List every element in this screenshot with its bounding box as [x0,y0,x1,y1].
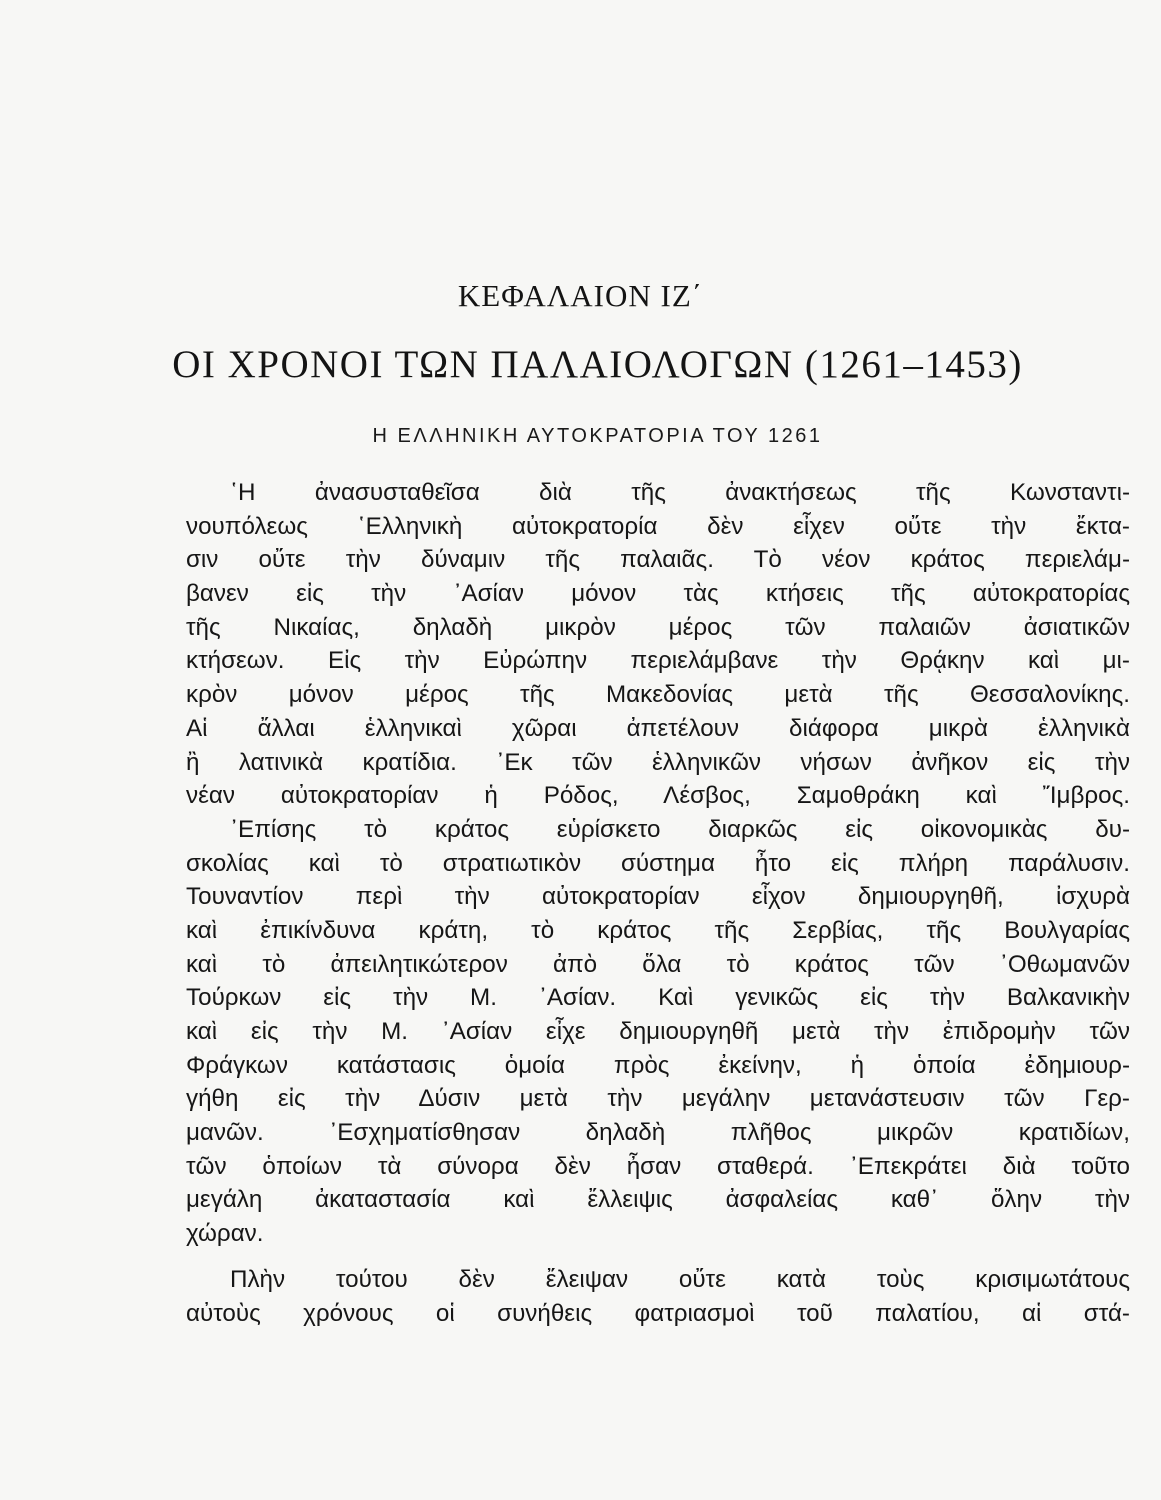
text-line: Τούρκων εἰς τὴν Μ. ᾿Ασίαν. Καὶ γενικῶς εἰς τὴν Βαλκανικὴν [186,984,1130,1012]
section-heading: Η ΕΛΛΗΝΙΚΗ ΑΥΤΟΚΡΑΤΟΡΙΑ ΤΟΥ 1261 [372,425,823,447]
text-line: Αἱ ἄλλαι ἑλληνικαὶ χῶραι ἀπετέλουν διάφορα μικρὰ ἑλληνικὰ [186,714,1130,742]
text-line: τῆς Νικαίας, δηλαδὴ μικρὸν μέρος τῶν παλαιῶν ἀσιατικῶν [186,613,1130,641]
chapter-label: ΚΕΦΑΛΑΙΟΝ ΙΖ΄ [457,278,704,313]
text-line: κρὸν μόνον μέρος τῆς Μακεδονίας μετὰ τῆς Θεσσαλονίκης. [186,681,1130,709]
text-line: βανεν εἰς τὴν ᾿Ασίαν μόνον τὰς κτήσεις τῆς αὐτοκρατορίας [186,580,1130,608]
text-line: χώραν. [186,1220,264,1248]
text-line: Πλὴν τούτου δὲν ἔλειψαν οὔτε κατὰ τοὺς κρισιμωτάτους [230,1265,1130,1293]
body-text [186,476,1130,1330]
text-line: σιν οὔτε τὴν δύναμιν τῆς παλαιᾶς. Τὸ νέον κράτος περιελάμ- [186,546,1130,574]
text-line: Φράγκων κατάστασις ὁμοία πρὸς ἐκείνην, ἡ ὁποία ἐδημιουρ- [186,1051,1130,1079]
text-line: νέαν αὐτοκρατορίαν ἡ Ρόδος, Λέσβος, Σαμοθράκη καὶ Ἴμβρος. [186,782,1130,810]
text-line: νουπόλεως ῾Ελληνικὴ αὐτοκρατορία δὲν εἶχεν οὔτε τὴν ἔκτα- [186,512,1130,540]
text-line: μεγάλη ἀκαταστασία καὶ ἔλλειψις ἀσφαλείας καθ᾿ ὅλην τὴν [186,1186,1130,1214]
text-line: ῾Η ἀνασυσταθεῖσα διὰ τῆς ἀνακτήσεως τῆς Κωνσταντι- [230,479,1130,506]
text-line: καὶ ἐπικίνδυνα κράτη, τὸ κράτος τῆς Σερβίας, τῆς Βουλγαρίας [186,916,1130,944]
text-line: σκολίας καὶ τὸ στρατιωτικὸν σύστημα ἦτο εἰς πλήρη παράλυσιν. [186,849,1130,877]
chapter-title: ΟΙ ΧΡΟΝΟΙ ΤΩΝ ΠΑΛΑΙΟΛΟΓΩΝ (1261–1453) [172,343,1023,386]
text-line: γήθη εἰς τὴν Δύσιν μετὰ τὴν μεγάλην μετανάστευσιν τῶν Γερ- [186,1085,1130,1113]
text-line: κτήσεων. Εἰς τὴν Εὐρώπην περιελάμβανε τὴν Θρᾴκην καὶ μι- [186,647,1130,675]
text-line: ᾿Επίσης τὸ κράτος εὑρίσκετο διαρκῶς εἰς οἰκονομικὰς δυ- [230,815,1130,843]
text-line: καὶ εἰς τὴν Μ. ᾿Ασίαν εἶχε δημιουργηθῆ μετὰ τὴν ἐπιδρομὴν τῶν [186,1018,1130,1045]
paragraph-gap [186,1251,1130,1263]
text-line: τῶν ὁποίων τὰ σύνορα δὲν ἦσαν σταθερά. ᾿Επεκράτει διὰ τοῦτο [186,1152,1130,1180]
text-line: μανῶν. ᾿Εσχηματίσθησαν δηλαδὴ πλῆθος μικρῶν κρατιδίων, [186,1119,1130,1147]
text-line: Τουναντίον περὶ τὴν αὐτοκρατορίαν εἶχον δημιουργηθῆ, ἰσχυρὰ [186,883,1130,911]
text-line: ἢ λατινικὰ κρατίδια. ᾿Εκ τῶν ἑλληνικῶν νήσων ἀνῆκον εἰς τὴν [186,748,1130,776]
text-line: αὐτοὺς χρόνους οἱ συνήθεις φατριασμοὶ τοῦ παλατίου, αἱ στά- [186,1299,1130,1327]
text-line: καὶ τὸ ἀπειλητικώτερον ἀπὸ ὅλα τὸ κράτος τῶν ᾿Οθωμανῶν [186,950,1130,978]
